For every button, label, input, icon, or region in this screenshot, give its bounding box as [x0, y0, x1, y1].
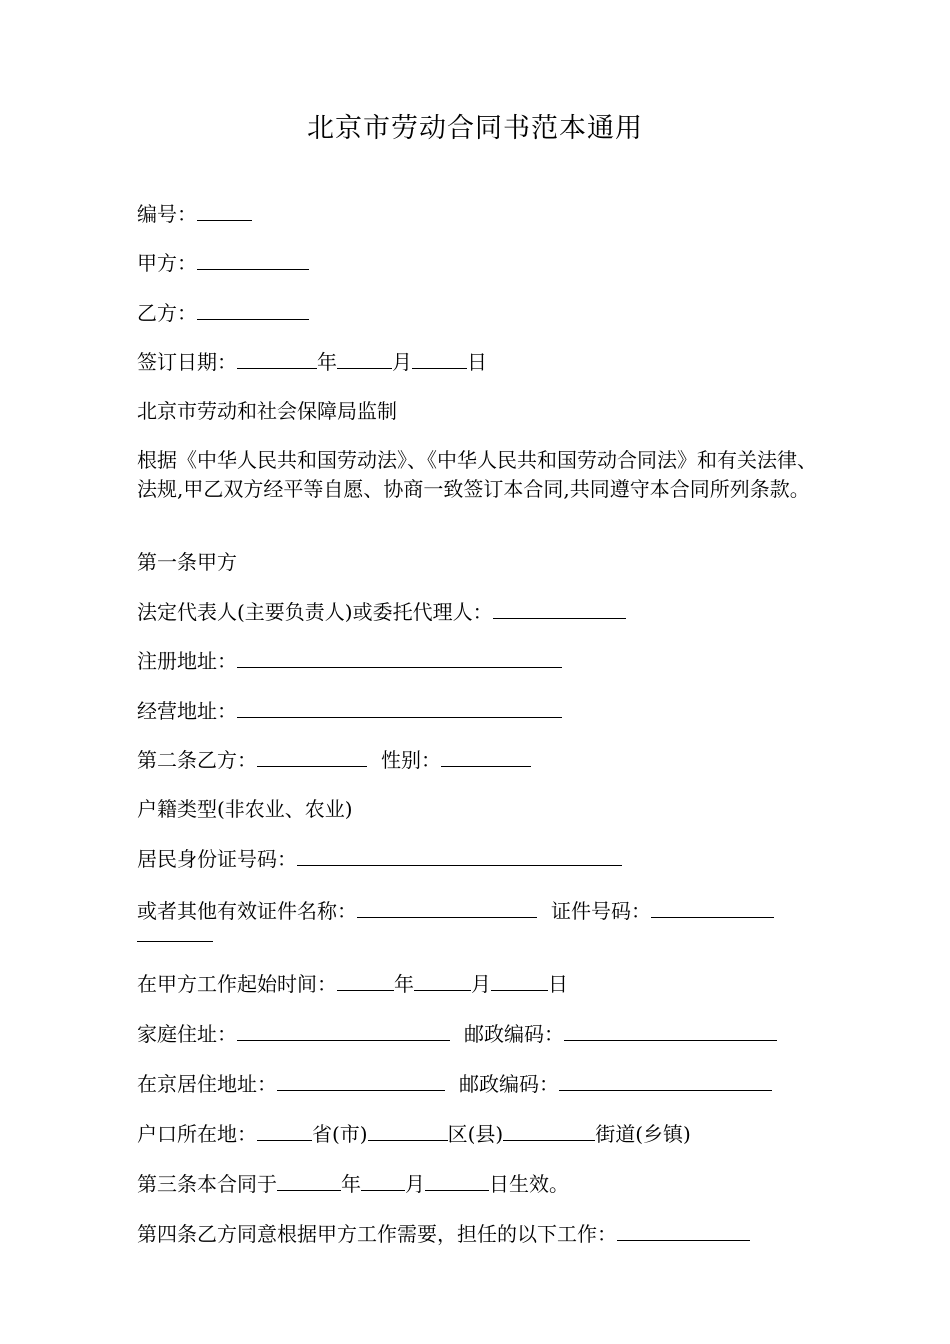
- beijing-address-blank[interactable]: [277, 1072, 445, 1091]
- beijing-address-label: 在京居住地址：: [137, 1072, 277, 1096]
- party-b-line: [137, 301, 309, 325]
- reg-address-label: 注册地址：: [137, 649, 237, 673]
- street-blank[interactable]: [503, 1122, 595, 1141]
- beijing-postcode-label: 邮政编码：: [459, 1072, 559, 1096]
- start-day-label: 日: [548, 972, 568, 996]
- hukou-location-label: 户口所在地：: [137, 1122, 257, 1146]
- start-year-blank[interactable]: [337, 972, 394, 991]
- month-label: 月: [392, 350, 412, 374]
- other-id-name-label: 或者其他有效证件名称：: [137, 899, 357, 923]
- number-line: [137, 202, 252, 226]
- home-postcode-blank[interactable]: [564, 1022, 777, 1041]
- effective-end-label: 日生效。: [489, 1172, 569, 1196]
- start-month-blank[interactable]: [414, 972, 471, 991]
- party-b-label: 乙方：: [137, 301, 197, 325]
- sign-year-blank[interactable]: [237, 350, 317, 369]
- article-3-label: 第三条本合同于: [137, 1172, 277, 1196]
- home-address-blank[interactable]: [237, 1022, 450, 1041]
- beijing-address-line: [137, 1072, 772, 1096]
- start-time-label: 在甲方工作起始时间：: [137, 972, 337, 996]
- id-no-blank[interactable]: [651, 899, 774, 918]
- biz-address-blank[interactable]: [237, 699, 562, 718]
- sign-day-blank[interactable]: [412, 350, 467, 369]
- id-number-blank[interactable]: [297, 847, 622, 866]
- reg-address-line: [137, 649, 562, 673]
- start-time-line: [137, 972, 568, 996]
- province-label: 省(市): [312, 1122, 368, 1146]
- sign-date-label: 签订日期：: [137, 350, 237, 374]
- id-number-line: [137, 847, 622, 871]
- year-label: 年: [317, 350, 337, 374]
- home-address-label: 家庭住址：: [137, 1022, 237, 1046]
- start-month-label: 月: [471, 972, 491, 996]
- preamble-paragraph: 根据《中华人民共和国劳动法》、《中华人民共和国劳动合同法》和有关法律、法规,甲乙双方经平等自愿、协商一致签订本合同,共同遵守本合同所列条款。: [137, 448, 817, 501]
- biz-address-label: 经营地址：: [137, 699, 237, 723]
- number-blank[interactable]: [197, 202, 252, 221]
- article-2-label: 第二条乙方：: [137, 748, 257, 772]
- reg-address-blank[interactable]: [237, 649, 562, 668]
- number-label: 编号：: [137, 202, 197, 226]
- other-id-line: [137, 899, 774, 923]
- id-no-label: 证件号码：: [551, 899, 651, 923]
- other-id-continuation: [137, 923, 213, 947]
- hukou-type-line: 户籍类型(非农业、农业): [137, 797, 353, 821]
- party-a-blank[interactable]: [197, 251, 309, 270]
- supervisor-line: 北京市劳动和社会保障局监制: [137, 399, 397, 423]
- party-b-blank[interactable]: [197, 301, 309, 320]
- street-label: 街道(乡镇): [595, 1122, 691, 1146]
- home-postcode-label: 邮政编码：: [464, 1022, 564, 1046]
- beijing-postcode-blank[interactable]: [559, 1072, 772, 1091]
- gender-blank[interactable]: [441, 748, 531, 767]
- district-blank[interactable]: [368, 1122, 448, 1141]
- home-address-line: [137, 1022, 777, 1046]
- day-label: 日: [467, 350, 487, 374]
- id-no-blank-continued[interactable]: [137, 923, 213, 942]
- other-id-name-blank[interactable]: [357, 899, 537, 918]
- party-a-line: [137, 251, 309, 275]
- start-year-label: 年: [394, 972, 414, 996]
- effective-year-blank[interactable]: [277, 1172, 341, 1191]
- effective-month-label: 月: [405, 1172, 425, 1196]
- article-1-heading: 第一条甲方: [137, 550, 237, 574]
- biz-address-line: [137, 699, 562, 723]
- hukou-location-line: [137, 1122, 691, 1146]
- sign-date-line: [137, 350, 487, 374]
- party-b-name-blank[interactable]: [257, 748, 367, 767]
- id-number-label: 居民身份证号码：: [137, 847, 297, 871]
- document-title: 北京市劳动合同书范本通用: [307, 113, 643, 144]
- job-blank[interactable]: [617, 1222, 750, 1241]
- district-label: 区(县): [447, 1122, 504, 1146]
- legal-rep-label: 法定代表人(主要负责人)或委托代理人：: [137, 600, 493, 624]
- article-2-line: [137, 748, 531, 772]
- party-a-label: 甲方：: [137, 251, 197, 275]
- article-4-line: [137, 1222, 750, 1246]
- effective-year-label: 年: [341, 1172, 361, 1196]
- sign-month-blank[interactable]: [337, 350, 392, 369]
- effective-day-blank[interactable]: [425, 1172, 489, 1191]
- effective-month-blank[interactable]: [361, 1172, 405, 1191]
- province-blank[interactable]: [257, 1122, 312, 1141]
- start-day-blank[interactable]: [491, 972, 548, 991]
- gender-label: 性别：: [381, 748, 441, 772]
- legal-rep-line: [137, 600, 626, 624]
- article-4-label: 第四条乙方同意根据甲方工作需要，担任的以下工作：: [137, 1222, 617, 1246]
- article-3-line: [137, 1172, 569, 1196]
- legal-rep-blank[interactable]: [493, 600, 626, 619]
